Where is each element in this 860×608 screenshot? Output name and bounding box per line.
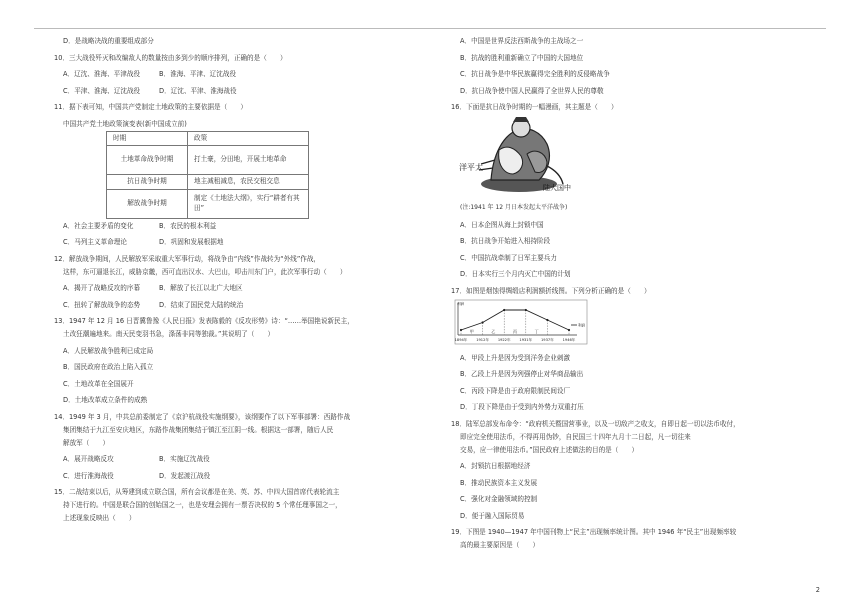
table-cell: 打土豪，分田地，开展土地革命 bbox=[188, 146, 309, 175]
table-cell: 解放战争时期 bbox=[107, 189, 188, 218]
data-point bbox=[568, 328, 570, 330]
segment-label: 丙 bbox=[513, 328, 517, 334]
q19-stem-line1: 19．下图是 1940—1947 年中国刊物上“民主”出现频率统计图。其中 1946 年“民主”出现频率较 bbox=[451, 528, 737, 536]
q11-policy-table bbox=[106, 131, 309, 219]
cartoon-label-left: 洋平太 bbox=[459, 163, 483, 172]
q15-option-c: C．抗日战争是中华民族赢得完全胜利的反侵略战争 bbox=[460, 70, 610, 78]
q14-stem-line2: 集团集结于九江至安庆地区，东路作战集团集结于镇江至江阴一线。根据这一部署，随后人民 bbox=[63, 425, 334, 434]
q17-stem: 17．如图是烟蚀得绸缎店利润额折线图。下列分析正确的是（ ） bbox=[451, 286, 651, 295]
q16-caption: (注:1941 年 12 月日本发起太平洋战争) bbox=[460, 204, 568, 211]
q16-option-a: A．日本企图从海上封锁中国 bbox=[460, 220, 544, 229]
q19-stem-line2: 高的最主要原因是（ ） bbox=[460, 541, 540, 549]
q16-option-d: D．日本实行三个月内灭亡中国的计划 bbox=[460, 270, 571, 278]
cartoon-label-right: 陆大国中 bbox=[543, 184, 571, 192]
table-cell: 抗日战争时期 bbox=[107, 175, 188, 190]
q11-table-title: 中国共产党土地政策演变表(新中国成立前) bbox=[63, 119, 187, 128]
legend-label: 利润 bbox=[578, 323, 586, 327]
table-header-period: 时期 bbox=[107, 131, 188, 146]
x-tick-label: 1931年 bbox=[519, 337, 533, 342]
q17-option-c: C．丙段下降是由于政府限制民间设厂 bbox=[460, 386, 571, 395]
q15-option-d: D．抗日战争使中国人民赢得了全世界人民的尊敬 bbox=[460, 86, 604, 95]
q18-stem-line3: 交易，应一律使用法币。”国民政府上述做法的目的是（ ） bbox=[460, 445, 639, 454]
right-column bbox=[451, 36, 811, 550]
x-tick-label: 1912年 bbox=[476, 337, 489, 342]
q13-stem-line1: 13．1947 年 12 月 16 日晋冀鲁豫《人民日报》发表陈毅的《反攻形势》诗：“……举国艳说新民主， bbox=[54, 317, 354, 325]
left-column bbox=[54, 36, 414, 523]
q16-cartoon-illustration bbox=[451, 114, 621, 198]
q16-stem: 16．下面是抗日战争时期的一幅漫画，其主题是（ ） bbox=[451, 103, 618, 111]
data-point bbox=[546, 318, 548, 320]
y-axis-label: 利润 bbox=[457, 301, 465, 306]
q18-option-b: B．推动民族资本主义发展 bbox=[460, 478, 538, 487]
segment-label: 丁 bbox=[534, 328, 539, 334]
q17-option-a: A．甲段上升是因为受到洋务企业刺激 bbox=[460, 353, 571, 362]
q12-options-ab: A．揭开了战略反攻的序幕 B．解放了长江以北广大地区 bbox=[63, 284, 243, 292]
x-tick-label: 1922年 bbox=[497, 337, 511, 342]
x-tick-label: 1946年 bbox=[562, 337, 576, 342]
x-tick-label: 1894年 bbox=[454, 337, 468, 342]
q17-profit-line-chart bbox=[451, 299, 591, 347]
q18-option-a: A．封锁抗日根据地经济 bbox=[460, 462, 531, 470]
segment-label: 乙 bbox=[491, 328, 496, 334]
top-rule bbox=[34, 28, 826, 29]
q18-option-d: D．便于融入国际贸易 bbox=[460, 511, 525, 520]
table-cell: 土地革命战争时期 bbox=[107, 146, 188, 175]
q18-option-c: C．强化对金融领域的控制 bbox=[460, 495, 538, 503]
q10-options-cd: C．平津、淮海、辽沈战役 D．辽沈、平津、淮海战役 bbox=[63, 86, 237, 95]
q15-option-b: B．抗战的胜利重新确立了中国的大国地位 bbox=[460, 53, 584, 62]
q13-option-d: D．土地改革成立条件的成熟 bbox=[63, 396, 148, 404]
data-point bbox=[460, 328, 462, 330]
q15-option-a: A．中国是世界反法西斯战争的主战场之一 bbox=[460, 37, 584, 45]
profit-series-line bbox=[461, 310, 569, 330]
q10-stem: 10．三大战役歼灭和改编敌人的数量按由多到少的顺序排列，正确的是（ ） bbox=[54, 53, 287, 62]
q13-stem-line2: 土改狂潮遍地来。南天民变羽书急，涤荡非同等独裁。”其说明了（ ） bbox=[63, 330, 275, 338]
page-number: 2 bbox=[815, 586, 820, 594]
segment-label: 甲 bbox=[469, 328, 474, 334]
q12-options-cd: C．扭转了解放战争的态势 D．结束了国民党大陆的统治 bbox=[63, 300, 244, 309]
q12-stem-line2: 这样，东可逼退长江，威胁京畿，西可直出汉水、大巴山，叩击川东门户，此次军事行动（ ） bbox=[63, 267, 347, 276]
q15-stem-line3: 上述现象反映出（ ） bbox=[63, 514, 136, 522]
q10-options-ab: A．辽沈、淮海、平津战役 B．淮海、平津、辽沈战役 bbox=[63, 70, 237, 78]
q15-stem-line1: 15．二战结束以后，从筹建到成立联合国，所有会议都是在美、英、苏、中四大国首席代表轮流主 bbox=[54, 488, 340, 496]
q17-option-d: D．丁段下降是由于受到内外势力双重打压 bbox=[460, 403, 584, 411]
data-point bbox=[482, 321, 484, 323]
q16-option-b: B．抗日战争开始进入相持阶段 bbox=[460, 237, 551, 245]
q12-stem-line1: 12．解放战争期间，人民解放军采取重大军事行动，将战争由“内线”作战转为“外线”作战， bbox=[54, 254, 321, 263]
q11-stem: 11．据下表可知，中国共产党制定土地政策的主要依据是（ ） bbox=[54, 103, 248, 111]
q18-stem-line2: 即应完全使用法币，不得再用伪钞，自民国三十四年九月十二日起，凡一切往来 bbox=[460, 432, 691, 441]
q13-option-a: A．人民解放战争胜利已成定局 bbox=[63, 346, 154, 355]
q11-options-ab: A．社会主要矛盾的变化 B．农民的根本利益 bbox=[63, 221, 217, 230]
q15-stem-line2: 持下进行的。中国是联合国的创始国之一，也是安理会拥有一票否决权的 5 个常任理事国之一， bbox=[63, 501, 342, 509]
data-point bbox=[503, 308, 505, 310]
table-cell: 地主减租减息，农民交租交息 bbox=[188, 175, 309, 190]
table-header-policy: 政策 bbox=[188, 131, 309, 146]
table-cell: 制定《土地法大纲》，实行“耕者有其田” bbox=[188, 189, 309, 218]
q14-options-ab: A．展开战略反攻 B．实施辽沈战役 bbox=[63, 455, 210, 463]
q14-stem-line3: 解放军（ ） bbox=[63, 438, 110, 447]
q9-option-d: D．是战略决战的重要组成部分 bbox=[63, 37, 154, 45]
q13-option-b: B．国民政府在政治上陷入孤立 bbox=[63, 363, 154, 371]
q17-option-b: B．乙段上升是因为列强停止对华商品输出 bbox=[460, 370, 584, 378]
q11-options-cd: C．马列主义革命理论 D．巩固和发展根据地 bbox=[63, 238, 224, 246]
q14-stem-line1: 14．1949 年 3 月，中共总前委制定了《京沪杭战役实施纲要》，该纲要作了以下军事部署：西路作战 bbox=[54, 412, 351, 421]
q14-options-cd: C．进行淮海战役 D．发起渡江战役 bbox=[63, 471, 211, 480]
x-tick-label: 1937年 bbox=[541, 337, 554, 342]
q18-stem-line1: 18．陆军总部发布命令：“政府机关暨国营事业，以及一切敌产之收支，自即日起一切以法币收付， bbox=[451, 419, 740, 428]
q13-option-c: C．土地改革在全国展开 bbox=[63, 379, 134, 388]
q16-option-c: C．中国抗战牵制了日军主要兵力 bbox=[460, 253, 557, 262]
data-point bbox=[525, 308, 527, 310]
